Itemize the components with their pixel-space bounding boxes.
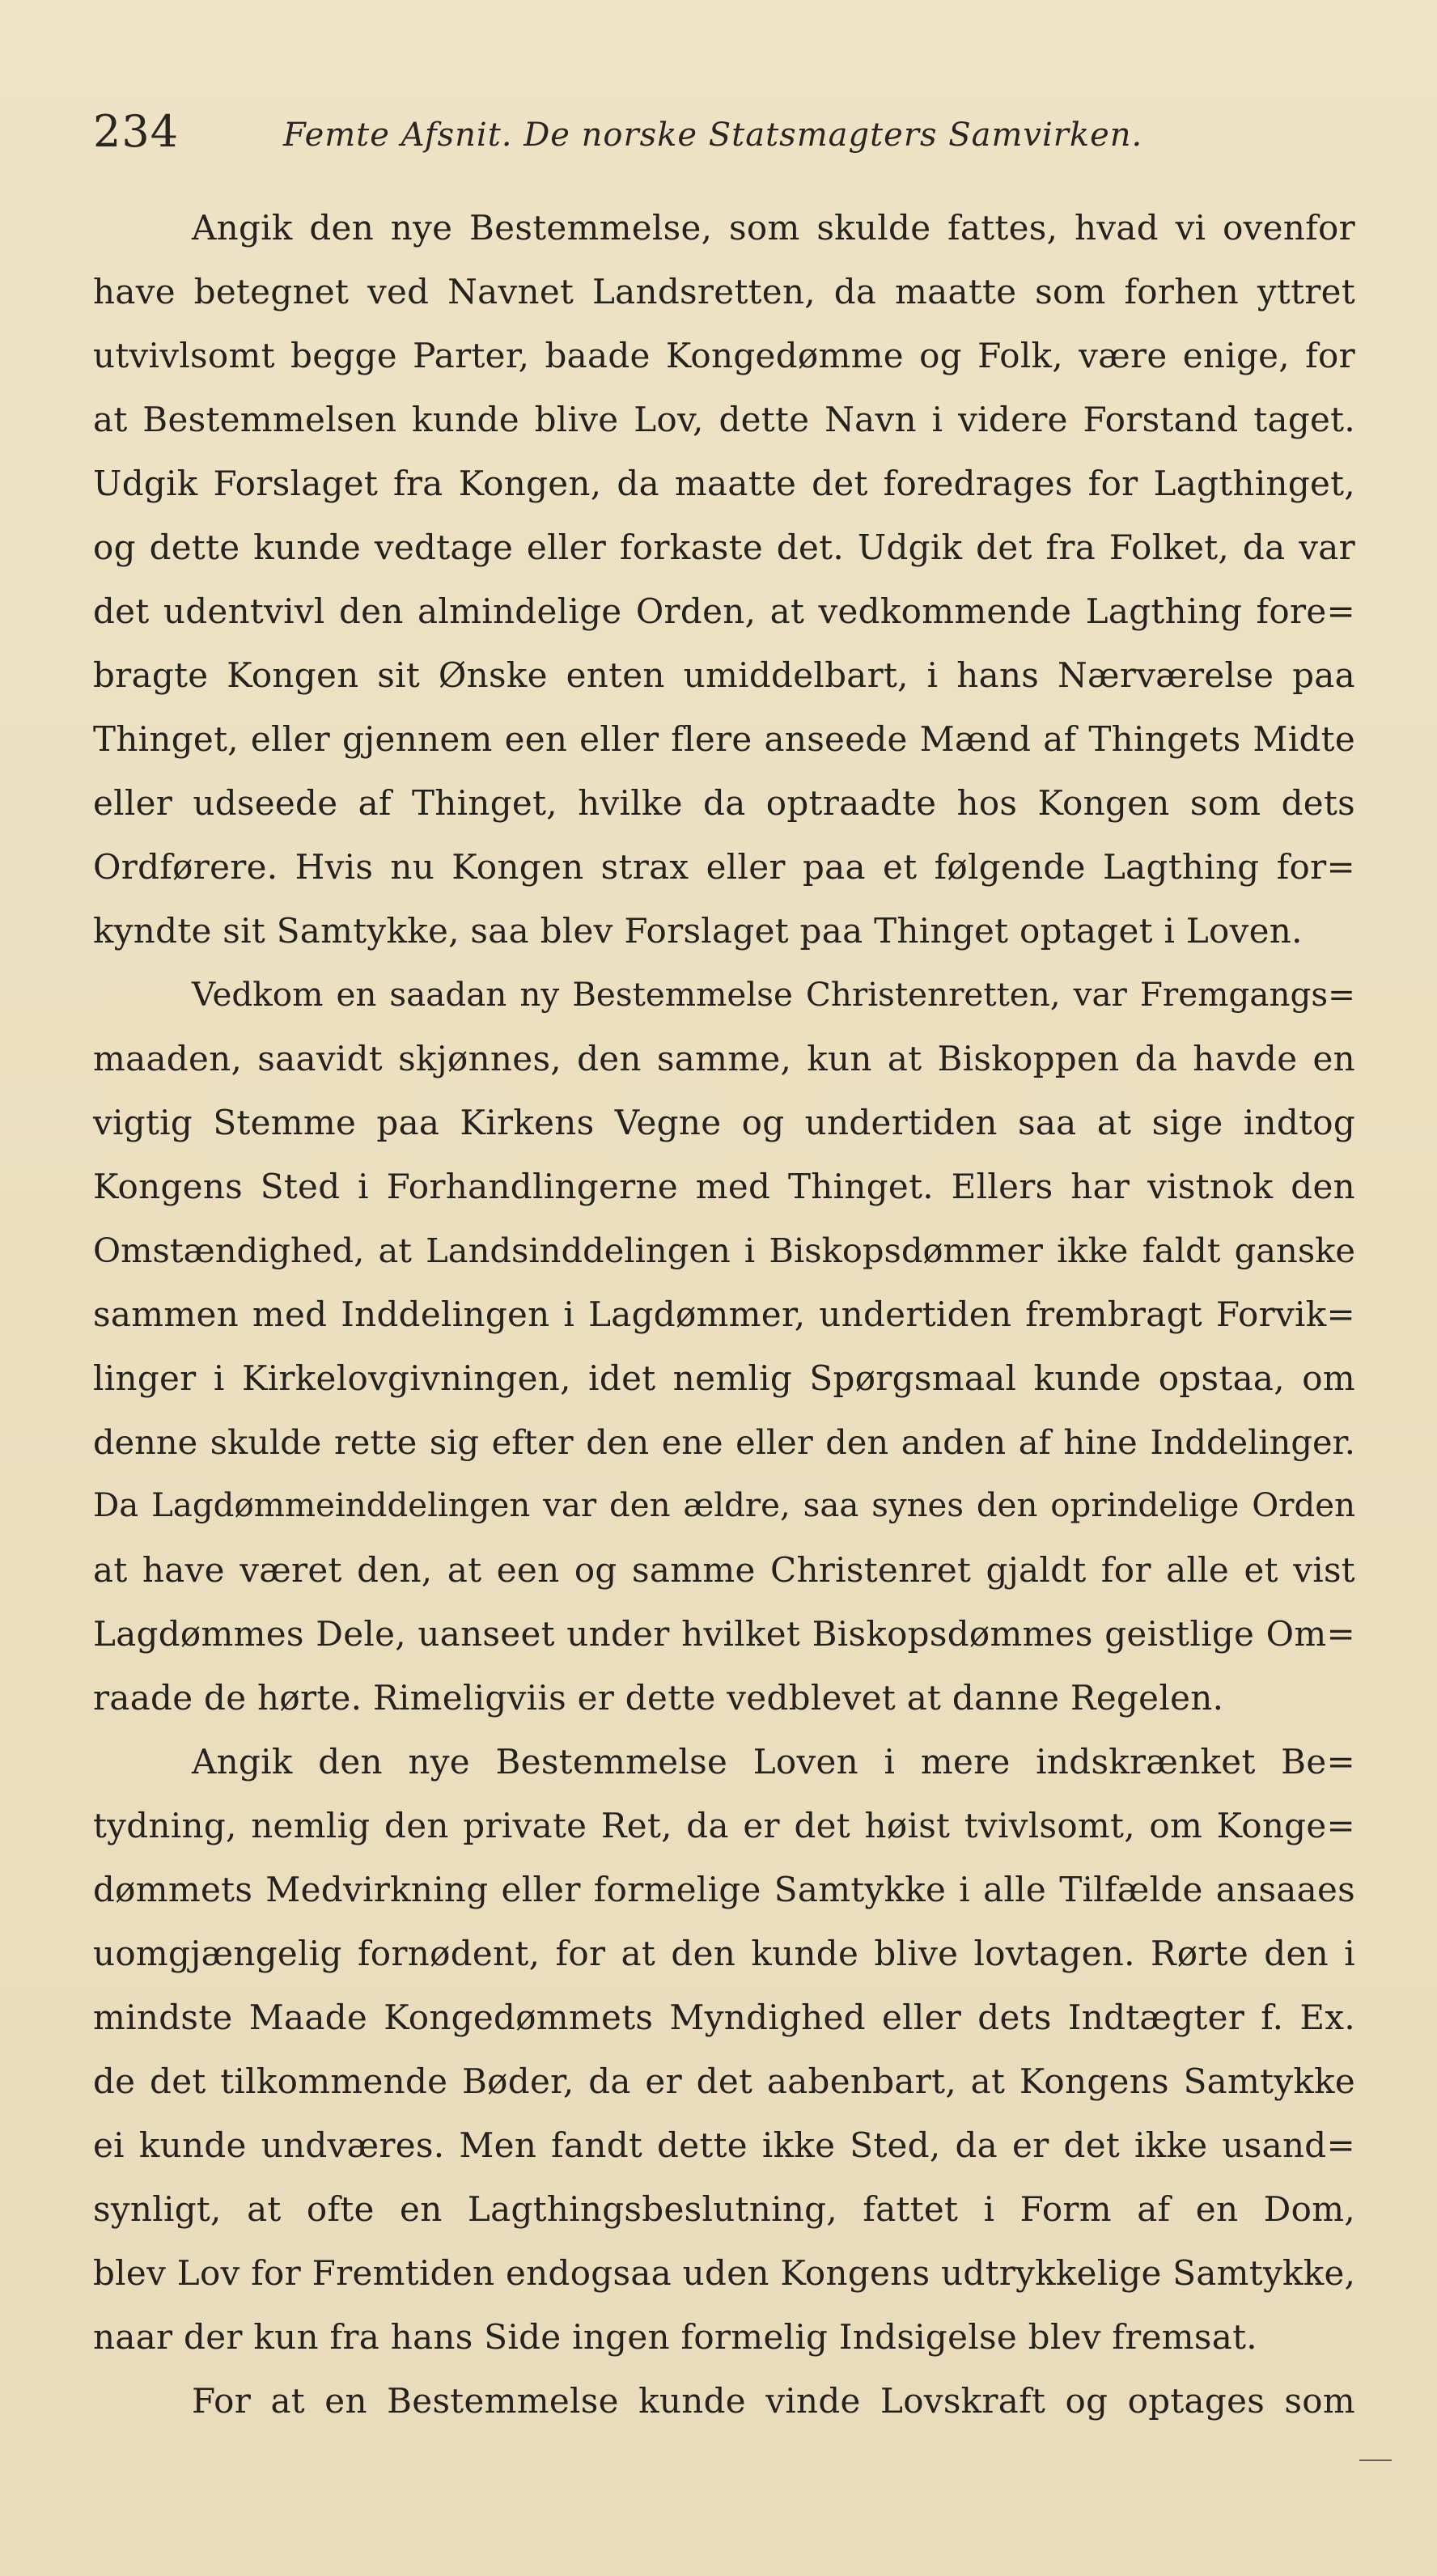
text-line: vigtig Stemme paa Kirkens Vegne og undertiden saa at sige indtog [93, 1103, 1355, 1142]
paragraph-3 [93, 1730, 1355, 2369]
text-line: blev Lov for Fremtiden endogsaa uden Kongens udtrykkelige Samtykke, [93, 2253, 1356, 2293]
text-line: at have været den, at een og samme Christenret gjaldt for alle et vist [93, 1550, 1355, 1590]
paragraph-1 [93, 196, 1355, 963]
text-line: Angik den nye Bestemmelse Loven i mere indskrænket Be= [192, 1742, 1355, 1782]
running-title: Femte Afsnit. De norske Statsmagters Samvirken. [283, 117, 1143, 154]
body-text [93, 196, 1355, 2433]
text-line: kyndte sit Samtykke, saa blev Forslaget paa Thinget optaget i Loven. [93, 911, 1303, 951]
text-line: synligt, at ofte en Lagthingsbeslutning, fattet i Form af en Dom, [93, 2189, 1355, 2229]
text-line: uomgjængelig fornødent, for at den kunde blive lovtagen. Rørte den i [93, 1934, 1355, 1973]
paragraph-4 [93, 2369, 1355, 2433]
text-line: Udgik Forslaget fra Kongen, da maatte det foredrages for Lagthinget, [93, 464, 1355, 503]
running-header [93, 95, 1355, 168]
text-line: linger i Kirkelovgivningen, idet nemlig Spørgsmaal kunde opstaa, om [93, 1358, 1355, 1398]
page-number: 234 [93, 106, 180, 157]
text-line: ei kunde undværes. Men fandt dette ikke Sted, da er det ikke usand= [93, 2125, 1355, 2165]
text-line: utvivlsomt begge Parter, baade Kongedømme og Folk, være enige, for [93, 336, 1355, 375]
text-line: og dette kunde vedtage eller forkaste det. Udgik det fra Folket, da var [93, 527, 1355, 567]
catchword-rule [1359, 2459, 1392, 2461]
text-line: tydning, nemlig den private Ret, da er det høist tvivlsomt, om Konge= [93, 1806, 1355, 1845]
text-line: For at en Bestemmelse kunde vinde Lovskraft og optages som [192, 2381, 1355, 2421]
paragraph-2 [93, 963, 1355, 1730]
text-line: Omstændighed, at Landsinddelingen i Biskopsdømmer ikke faldt ganske [93, 1231, 1355, 1270]
text-line: Angik den nye Bestemmelse, som skulde fattes, hvad vi ovenfor [192, 208, 1355, 248]
text-line: bragte Kongen sit Ønske enten umiddelbart, i hans Nærværelse paa [93, 655, 1355, 695]
text-line: naar der kun fra hans Side ingen formelig Indsigelse blev fremsat. [93, 2317, 1257, 2357]
text-line: Da Lagdømmeinddelingen var den ældre, saa synes den oprindelige Orden [93, 1487, 1355, 1524]
text-line: eller udseede af Thinget, hvilke da optraadte hos Kongen som dets [93, 783, 1355, 823]
text-line: Ordførere. Hvis nu Kongen strax eller paa et følgende Lagthing for= [93, 847, 1355, 887]
text-line: Lagdømmes Dele, uanseet under hvilket Biskopsdømmes geistlige Om= [93, 1614, 1355, 1654]
text-line: de det tilkommende Bøder, da er det aabenbart, at Kongens Samtykke [93, 2061, 1355, 2101]
text-line: Kongens Sted i Forhandlingerne med Thinget. Ellers har vistnok den [93, 1167, 1355, 1206]
text-line: det udentvivl den almindelige Orden, at vedkommende Lagthing fore= [93, 591, 1355, 631]
text-line: Thinget, eller gjennem een eller flere anseede Mænd af Thingets Midte [93, 719, 1355, 759]
text-line: Vedkom en saadan ny Bestemmelse Christenretten, var Fremgangs= [192, 975, 1355, 1014]
text-line: mindste Maade Kongedømmets Myndighed eller dets Indtægter f. Ex. [93, 1998, 1355, 2037]
text-line: at Bestemmelsen kunde blive Lov, dette Navn i videre Forstand taget. [93, 400, 1355, 439]
text-line: have betegnet ved Navnet Landsretten, da maatte som forhen yttret [93, 272, 1355, 311]
text-line: denne skulde rette sig efter den ene eller den anden af hine Inddelinger. [93, 1422, 1355, 1462]
text-line: raade de hørte. Rimeligviis er dette vedblevet at danne Regelen. [93, 1678, 1224, 1718]
text-line: dømmets Medvirkning eller formelige Samtykke i alle Tilfælde ansaaes [93, 1870, 1355, 1909]
text-line: maaden, saavidt skjønnes, den samme, kun at Biskoppen da havde en [93, 1039, 1355, 1078]
text-line: sammen med Inddelingen i Lagdømmer, undertiden frembragt Forvik= [93, 1294, 1355, 1334]
